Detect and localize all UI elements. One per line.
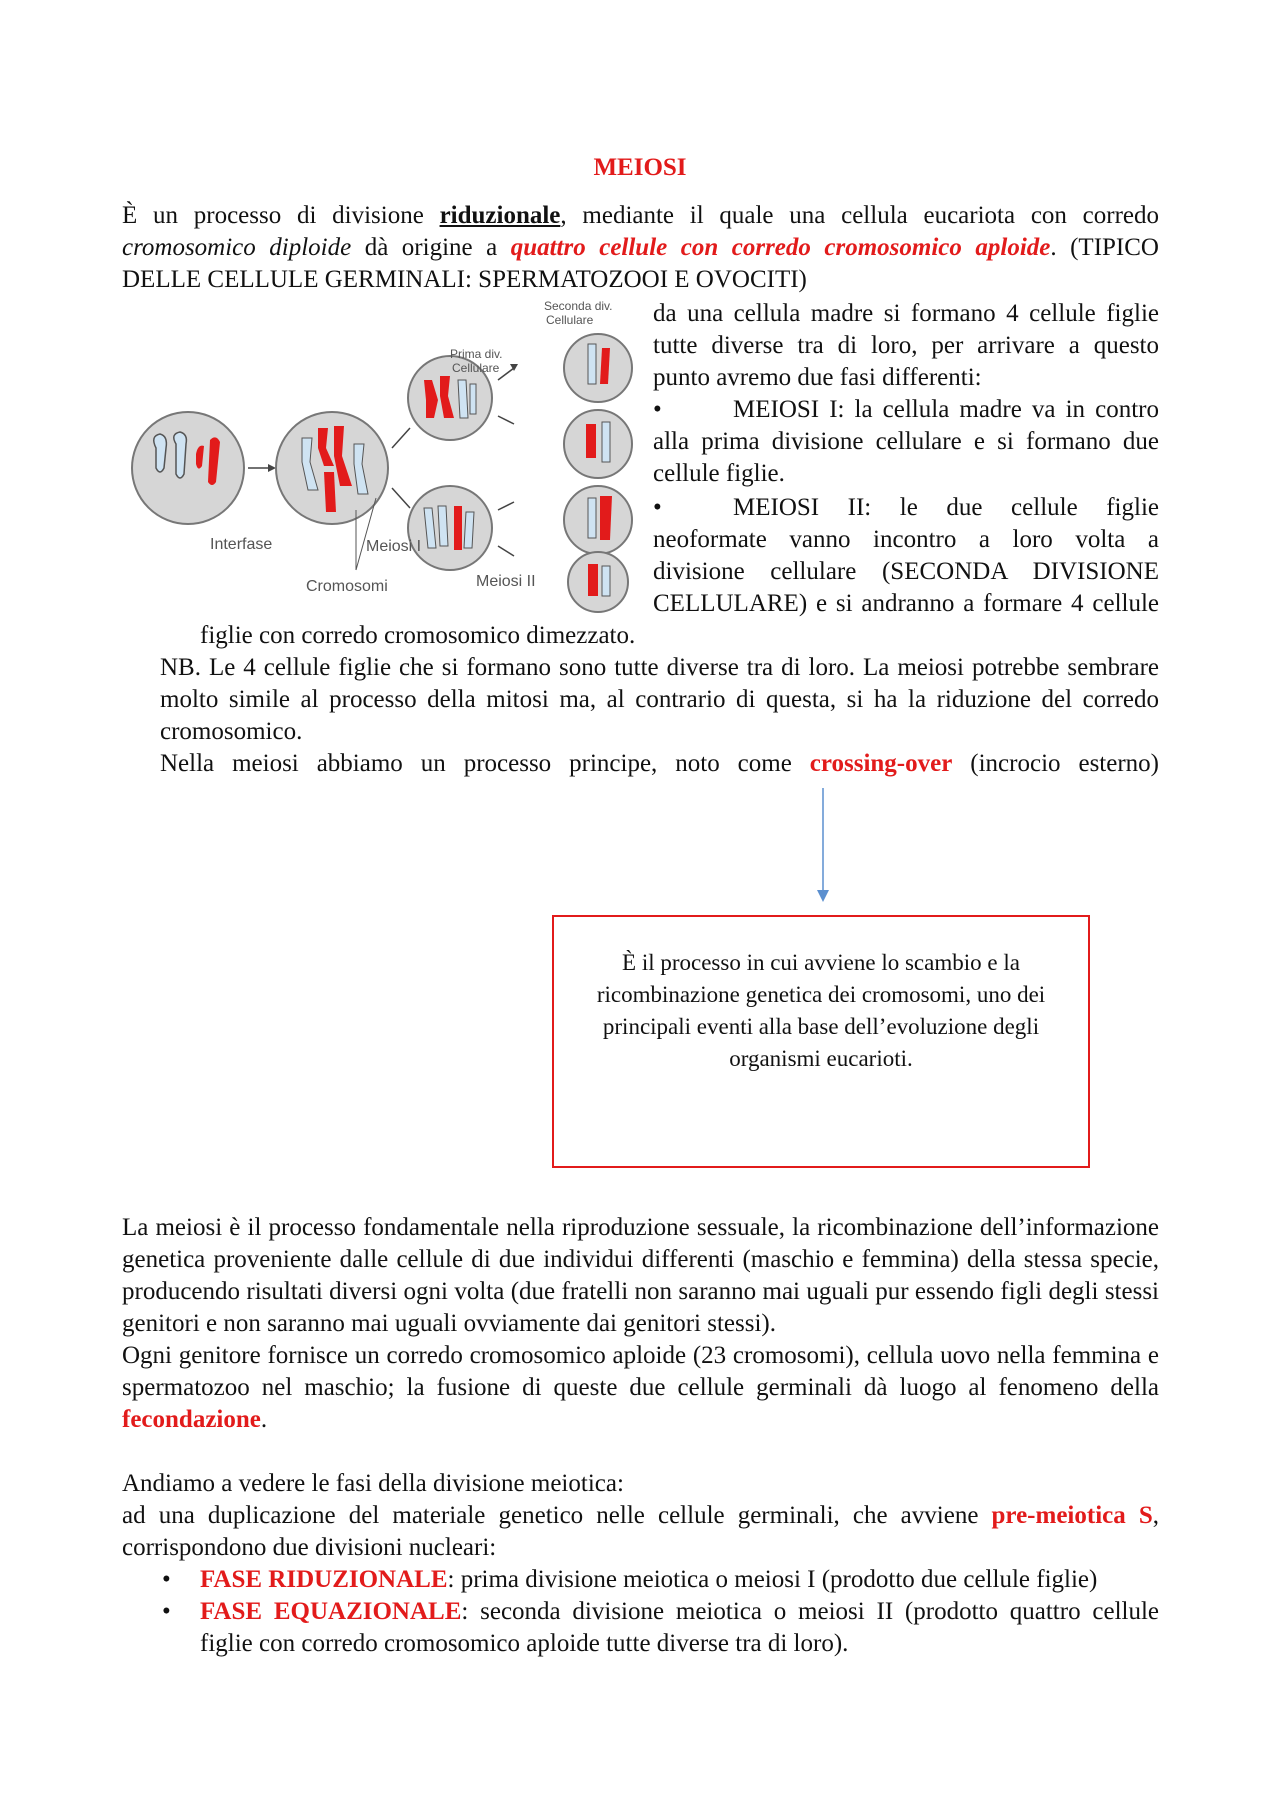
side-bullet-2 xyxy=(653,492,1159,620)
arrow-down-icon xyxy=(816,788,830,903)
intro-text-1: È un processo di divisione xyxy=(122,202,440,229)
bullet-dot: • xyxy=(162,1598,171,1625)
para2-text-2-wrap xyxy=(122,1340,1159,1436)
intro-text-4: . (TIPICO DELLE CELLULE GERMINALI: SPERMATOZOOI E OVOCITI) xyxy=(122,234,1159,293)
label-meiosi1: Meiosi I xyxy=(366,538,422,555)
label-seconda-1: Seconda div. xyxy=(544,299,613,313)
term-pre-meiotica: pre-meiotica S xyxy=(991,1502,1153,1529)
side-bullet-1-text: MEIOSI I: la cellula madre va in contro alla prima divisione cellulare e si formano due cellule figlie. xyxy=(653,396,1159,487)
fasi-text-1: ad una duplicazione del materiale genetico nelle cellule germinali, che avviene xyxy=(122,1502,992,1529)
crossing-text-2: (incrocio esterno) xyxy=(952,750,1159,777)
intro-text-3: dà origine a xyxy=(351,234,511,261)
page-title: MEIOSI xyxy=(593,154,687,181)
term-quattro-cellule: quattro cellule con corredo cromosomico aploide xyxy=(510,234,1051,261)
term-fase-equazionale: FASE EQUAZIONALE xyxy=(200,1598,462,1625)
term-diploide: cromosomico diploide xyxy=(122,234,352,261)
meiosis-diagram xyxy=(120,298,640,618)
list-item-equazionale xyxy=(162,1596,1159,1660)
bullet-dot-2: • xyxy=(653,494,662,521)
para2-text-2: Ogni genitore fornisce un corredo cromosomico aploide (23 cromosomi), cellula uovo nella femmina e spermatozoo nel maschio; la fusione di queste due cellule germinali dà luogo al fenomeno della xyxy=(122,1342,1159,1401)
fasi-intro: Andiamo a vedere le fasi della divisione meiotica: xyxy=(122,1470,624,1497)
fasi-section xyxy=(122,1468,1159,1660)
term-riduzionale: riduzionale xyxy=(439,202,561,229)
seconda-div-cell-3 xyxy=(564,486,632,554)
seconda-div-cell-2 xyxy=(564,410,632,478)
side-paragraph xyxy=(653,298,1159,394)
side-bullet-1 xyxy=(653,394,1159,490)
crossing-paragraph xyxy=(160,748,1159,780)
meiosi1-cell xyxy=(276,412,388,524)
side-bullet-2-text: MEIOSI II: le due cellule figlie neoformate vanno incontro a loro volta a divisione cellulare (SECONDA DIVISIONE CELLULARE) e si andranno a formare 4 cellule xyxy=(653,494,1159,617)
intro-paragraph xyxy=(122,200,1159,296)
label-prima-2: Cellulare xyxy=(452,361,500,375)
fase-riduzionale-text: : prima divisione meiotica o meiosi I (prodotto due cellule figlie) xyxy=(447,1566,1098,1593)
para2-text-1: La meiosi è il processo fondamentale nella riproduzione sessuale, la ricombinazione dell’informazione genetica proveniente dalle cellule di due individui differenti (maschio e femmina) della stessa specie, producendo risultati diversi ogni volta (due fratelli non saranno mai uguali pur essendo figli degli stessi genitori e non saranno mai uguali ovviamente dai genitori stessi). xyxy=(122,1214,1159,1337)
side-intro: da una cellula madre si formano 4 cellule figlie tutte diverse tra di loro, per arrivare a questo punto avremo due fasi differenti: xyxy=(653,300,1159,391)
list-item-riduzionale xyxy=(162,1564,1159,1596)
term-fecondazione: fecondazione xyxy=(122,1406,261,1433)
prima-div-cell-bottom xyxy=(408,486,492,570)
fasi-text-2: , corrispondono due divisioni nucleari: xyxy=(122,1502,1159,1561)
fasi-duplicazione xyxy=(122,1500,1159,1564)
box-text: È il processo in cui avviene lo scambio e la ricombinazione genetica dei cromosomi, uno dei principali eventi alla base dell’evoluzione degli organismi eucarioti. xyxy=(596,950,1046,1071)
para2-text-3: . xyxy=(260,1406,268,1433)
crossing-over-definition-box xyxy=(552,915,1090,1168)
nb-paragraph: NB. Le 4 cellule figlie che si formano sono tutte diverse tra di loro. La meiosi potrebbe sembrare molto simile al processo della mitosi ma, al contrario di questa, si ha la riduzione del corredo cromosomico. xyxy=(160,654,1159,745)
bullet-dot: • xyxy=(162,1566,171,1593)
label-meiosi2: Meiosi II xyxy=(476,573,536,590)
label-cromosomi: Cromosomi xyxy=(306,578,388,595)
label-seconda-2: Cellulare xyxy=(546,313,594,327)
paragraph-riproduzione xyxy=(122,1212,1159,1436)
seconda-div-cell-1 xyxy=(564,334,632,402)
fase-equazionale-text: : seconda divisione meiotica o meiosi II (prodotto quattro cellule figlie con corredo cromosomico aploide tutte diverse tra di loro). xyxy=(200,1598,1159,1657)
term-crossing-over: crossing-over xyxy=(809,750,953,777)
label-prima-1: Prima div. xyxy=(450,347,503,361)
intro-text-2: , mediante il quale una cellula eucariota con corredo xyxy=(560,202,1159,229)
label-interfase: Interfase xyxy=(210,536,273,553)
bullet-dot-1: • xyxy=(653,396,662,423)
fasi-list xyxy=(162,1564,1159,1660)
crossing-text-1: Nella meiosi abbiamo un processo principe, noto come xyxy=(160,750,810,777)
term-fase-riduzionale: FASE RIDUZIONALE xyxy=(200,1566,448,1593)
side-bullet-2-cont: figlie con corredo cromosomico dimezzato. xyxy=(200,622,636,649)
interfase-cell xyxy=(132,412,244,524)
seconda-div-cell-4 xyxy=(568,552,628,612)
